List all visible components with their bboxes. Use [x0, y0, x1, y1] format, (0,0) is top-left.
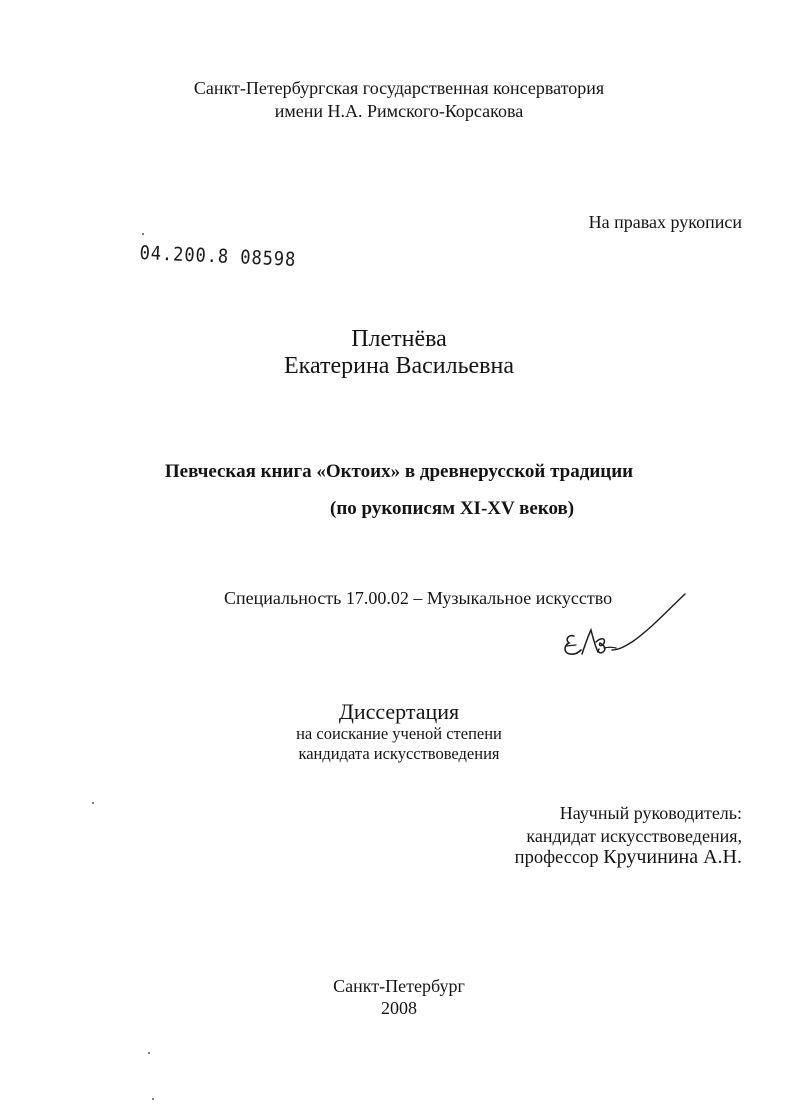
handwritten-signature	[560, 590, 690, 665]
scan-speck	[152, 1098, 154, 1100]
supervisor-degree: кандидат искусствоведения,	[526, 826, 742, 846]
rights-notice: На правах рукописи	[588, 212, 742, 232]
author-given-names: Екатерина Васильевна	[283, 353, 515, 379]
dissertation-subtitle: (по рукописям XI-XV веков)	[330, 498, 575, 519]
scan-speck	[92, 802, 94, 804]
year: 2008	[381, 998, 417, 1018]
scan-speck	[148, 1052, 150, 1054]
city: Санкт-Петербург	[333, 976, 465, 996]
supervisor-label: Научный руководитель:	[559, 803, 742, 823]
library-stamp-number: 04.200.8 08598	[139, 242, 297, 271]
supervisor-name-line	[515, 847, 742, 868]
supervisor-name: Кручинина А.Н.	[603, 846, 742, 868]
institution-honorific: имени Н.А. Римского-Корсакова	[274, 101, 524, 121]
dissertation-title: Певческая книга «Октоих» в древнерусской традиции	[164, 461, 634, 482]
degree-name: кандидата искусствоведения	[298, 744, 500, 763]
author-surname: Плетнёва	[351, 326, 447, 352]
degree-purpose: на соискание ученой степени	[296, 724, 502, 743]
institution-name: Санкт-Петербургская государственная консерватория	[193, 78, 605, 98]
scan-speck	[142, 233, 144, 235]
supervisor-title: профессор	[514, 848, 599, 868]
dissertation-heading: Диссертация	[338, 699, 460, 724]
specialty-line: Специальность 17.00.02 – Музыкальное искусство	[224, 588, 613, 608]
